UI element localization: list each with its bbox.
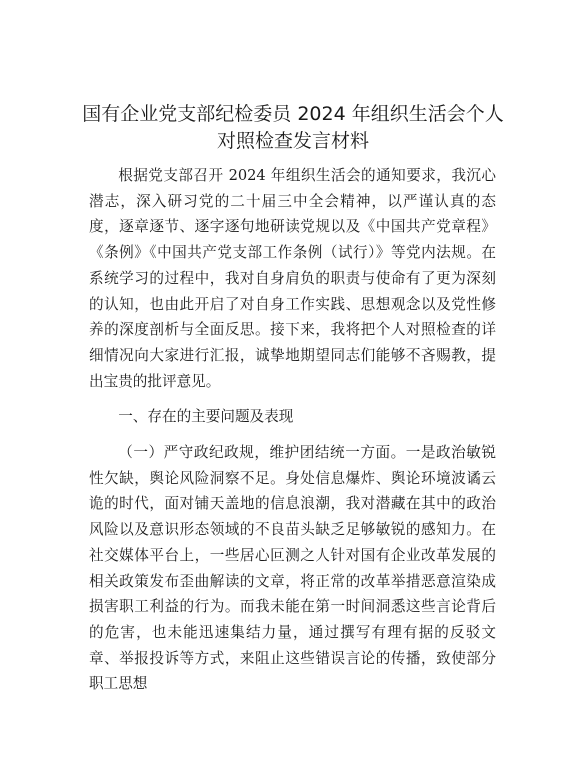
intro-paragraph: 根据党支部召开 2024 年组织生活会的通知要求，我沉心潜志，深入研习党的二十届三中全会精神，以严谨认真的态度，逐章逐节、逐字逐句地研读党规以及《中国共产党章程》《条例》《中国共产党支部工作条例（试行）》等党内法规。在系统学习的过程中，我对自身肩负的职责与使命有了更为深刻的认知，也由此开启了对自身工作实践、思想观念以及党性修养的深度剖析与全面反思。接下来，我将把个人对照检查的详细情况向大家进行汇报，诚挚地期望同志们能够不吝赐教，提出宝贵的批评意见。 [89,167,496,390]
section-heading: 一、存在的主要问题及表现 [118,408,294,426]
document-body [89,163,496,697]
document-title: 国有企业党支部纪检委员 2024 年组织生活会个人对照检查发言材料 [82,103,504,152]
subsection-paragraph: （一）严守政纪政规，维护团结统一方面。一是政治敏锐性欠缺，舆论风险洞察不足。身处信息爆炸、舆论环境波谲云诡的时代，面对铺天盖地的信息浪潮，我对潜藏在其中的政治风险以及意识形态领域的不良苗头缺乏足够敏锐的感知力。在社交媒体平台上，一些居心叵测之人针对国有企业改革发展的相关政策发布歪曲解读的文章，将正常的改革举措恶意渲染成损害职工利益的行为。而我未能在第一时间洞悉这些言论背后的危害，也未能迅速集结力量，通过撰写有理有据的反驳文章、举报投诉等方式，来阻止这些错误言论的传播，致使部分职工思想 [89,444,496,693]
